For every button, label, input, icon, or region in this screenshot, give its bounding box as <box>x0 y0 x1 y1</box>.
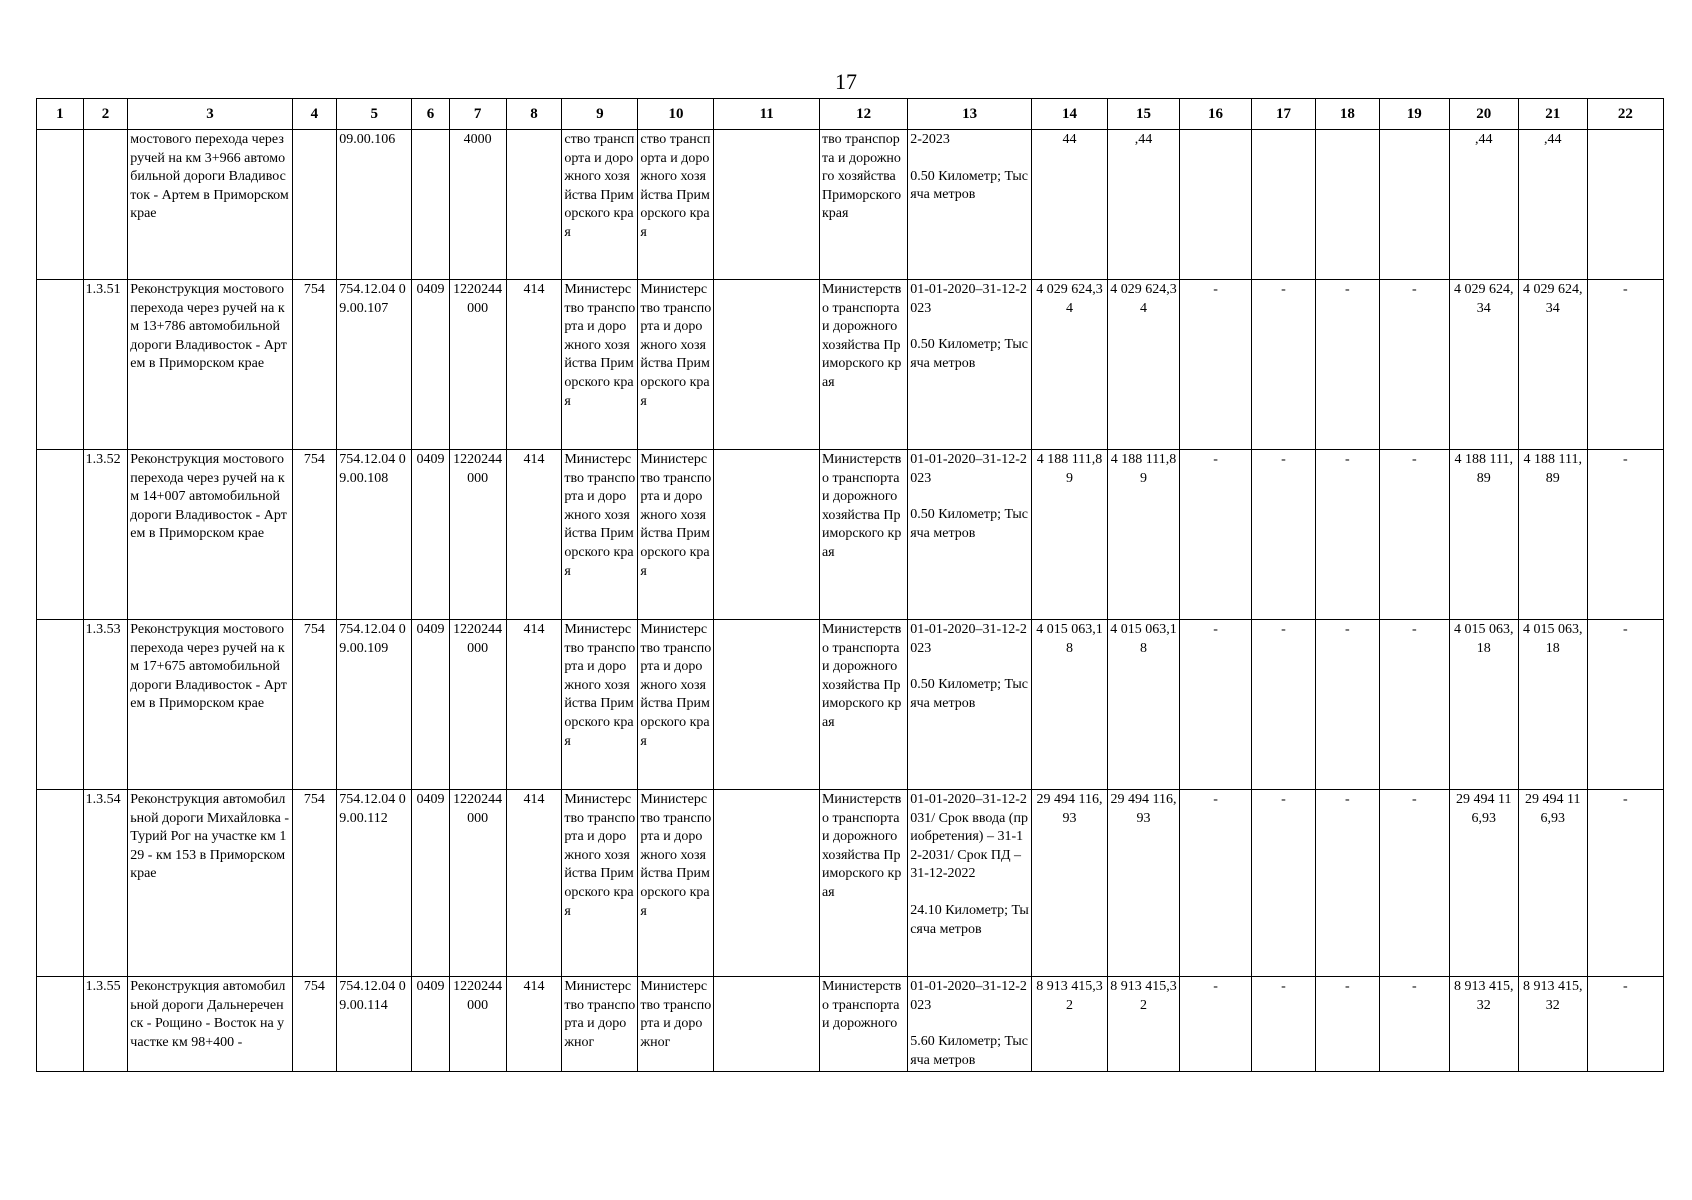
customer-org: Министерство транспорта и дорожног <box>562 977 638 1072</box>
cell-22: - <box>1587 620 1663 790</box>
period-and-capacity <box>908 977 1032 1072</box>
header-cell: 6 <box>412 99 450 130</box>
expense-type <box>506 130 562 280</box>
expense-type: 414 <box>506 977 562 1072</box>
developer-org: Министерство транспорта и дорожного хозяйства Приморского края <box>638 620 714 790</box>
cell-17: - <box>1252 620 1316 790</box>
cell-19 <box>1379 130 1449 280</box>
total-cost-2: ,44 <box>1108 130 1180 280</box>
amount-20: 8 913 415,32 <box>1449 977 1518 1072</box>
row-index-cell <box>37 130 84 280</box>
object-code: 754.12.04 09.00.107 <box>337 280 412 450</box>
amount-20: ,44 <box>1449 130 1518 280</box>
header-cell: 2 <box>83 99 128 130</box>
header-cell: 5 <box>337 99 412 130</box>
program-table <box>36 98 1664 1072</box>
amount-20: 29 494 116,93 <box>1449 790 1518 977</box>
cell-22: - <box>1587 280 1663 450</box>
header-cell: 1 <box>37 99 84 130</box>
object-name: Реконструкция автомобильной дороги Дальнереченск - Рощино - Восток на участке км 98+400 - <box>128 977 292 1072</box>
header-cell: 17 <box>1252 99 1316 130</box>
expense-type: 414 <box>506 450 562 620</box>
target-article: 1220244000 <box>449 977 506 1072</box>
cell-19: - <box>1379 620 1449 790</box>
expense-type: 414 <box>506 620 562 790</box>
cell-16: - <box>1180 977 1252 1072</box>
amount-21: 4 029 624,34 <box>1518 280 1587 450</box>
section-code: 0409 <box>412 280 450 450</box>
period: 01-01-2020–31-12-2031/ Срок ввода (приобретения) – 31-12-2031/ Срок ПД – 31-12-2022 <box>910 792 1028 882</box>
customer-org: ство транспорта и дорожного хозяйства Приморского края <box>562 130 638 280</box>
cell-18: - <box>1315 790 1379 977</box>
period: 01-01-2020–31-12-2023 <box>910 622 1027 656</box>
table-row <box>37 790 1664 977</box>
header-cell: 19 <box>1379 99 1449 130</box>
total-cost-2: 29 494 116,93 <box>1108 790 1180 977</box>
header-cell: 12 <box>819 99 907 130</box>
period: 2-2023 <box>910 132 950 147</box>
responsible-org: Министерство транспорта и дорожного хозяйства Приморского края <box>819 620 907 790</box>
total-cost: 4 188 111,89 <box>1031 450 1107 620</box>
cell-16: - <box>1180 450 1252 620</box>
object-name: мостового перехода через ручей на км 3+966 автомобильной дороги Владивосток - Артем в Приморском крае <box>128 130 292 280</box>
amount-20: 4 015 063,18 <box>1449 620 1518 790</box>
responsible-org: Министерство транспорта и дорожного <box>819 977 907 1072</box>
total-cost-2: 8 913 415,32 <box>1108 977 1180 1072</box>
cell-11 <box>714 450 819 620</box>
cell-17: - <box>1252 977 1316 1072</box>
object-name: Реконструкция мостового перехода через ручей на км 14+007 автомобильной дороги Владивосток - Артем в Приморском крае <box>128 450 292 620</box>
item-number: 1.3.52 <box>83 450 128 620</box>
object-code: 754.12.04 09.00.112 <box>337 790 412 977</box>
total-cost: 29 494 116,93 <box>1031 790 1107 977</box>
amount-20: 4 188 111,89 <box>1449 450 1518 620</box>
header-cell: 10 <box>638 99 714 130</box>
ministry-code: 754 <box>292 977 337 1072</box>
target-article: 4000 <box>449 130 506 280</box>
developer-org: Министерство транспорта и дорожного хозяйства Приморского края <box>638 450 714 620</box>
target-article: 1220244000 <box>449 280 506 450</box>
cell-18: - <box>1315 280 1379 450</box>
item-number: 1.3.51 <box>83 280 128 450</box>
cell-11 <box>714 130 819 280</box>
object-name: Реконструкция автомобильной дороги Михайловка - Турий Рог на участке км 129 - км 153 в Приморском крае <box>128 790 292 977</box>
header-row <box>37 99 1664 130</box>
object-name: Реконструкция мостового перехода через ручей на км 17+675 автомобильной дороги Владивосток - Артем в Приморском крае <box>128 620 292 790</box>
table-row <box>37 450 1664 620</box>
cell-17: - <box>1252 790 1316 977</box>
header-cell: 7 <box>449 99 506 130</box>
period-and-capacity <box>908 280 1032 450</box>
capacity: 0.50 Километр; Тысяча метров <box>910 337 1028 371</box>
responsible-org: Министерство транспорта и дорожного хозяйства Приморского края <box>819 790 907 977</box>
header-cell: 8 <box>506 99 562 130</box>
object-code: 09.00.106 <box>337 130 412 280</box>
header-cell: 13 <box>908 99 1032 130</box>
cell-19: - <box>1379 450 1449 620</box>
expense-type: 414 <box>506 790 562 977</box>
amount-21: 8 913 415,32 <box>1518 977 1587 1072</box>
header-cell: 4 <box>292 99 337 130</box>
capacity: 0.50 Километр; Тысяча метров <box>910 677 1028 711</box>
cell-19: - <box>1379 790 1449 977</box>
table-row <box>37 977 1664 1072</box>
header-cell: 14 <box>1031 99 1107 130</box>
customer-org: Министерство транспорта и дорожного хозяйства Приморского края <box>562 280 638 450</box>
page-number: 17 <box>835 69 857 94</box>
total-cost: 8 913 415,32 <box>1031 977 1107 1072</box>
period-and-capacity <box>908 450 1032 620</box>
target-article: 1220244000 <box>449 620 506 790</box>
cell-18: - <box>1315 977 1379 1072</box>
item-number: 1.3.54 <box>83 790 128 977</box>
total-cost: 4 015 063,18 <box>1031 620 1107 790</box>
table-row <box>37 130 1664 280</box>
responsible-org: Министерство транспорта и дорожного хозяйства Приморского края <box>819 280 907 450</box>
header-cell: 9 <box>562 99 638 130</box>
table-row <box>37 620 1664 790</box>
total-cost-2: 4 188 111,89 <box>1108 450 1180 620</box>
cell-18 <box>1315 130 1379 280</box>
cell-19: - <box>1379 280 1449 450</box>
row-index-cell <box>37 450 84 620</box>
object-code: 754.12.04 09.00.109 <box>337 620 412 790</box>
capacity: 0.50 Километр; Тысяча метров <box>910 507 1028 541</box>
total-cost-2: 4 029 624,34 <box>1108 280 1180 450</box>
capacity: 24.10 Километр; Тысяча метров <box>910 902 1029 937</box>
expense-type: 414 <box>506 280 562 450</box>
period: 01-01-2020–31-12-2023 <box>910 979 1027 1013</box>
amount-21: 29 494 116,93 <box>1518 790 1587 977</box>
cell-22: - <box>1587 977 1663 1072</box>
cell-19: - <box>1379 977 1449 1072</box>
developer-org: ство транспорта и дорожного хозяйства Приморского края <box>638 130 714 280</box>
section-code: 0409 <box>412 977 450 1072</box>
section-code: 0409 <box>412 450 450 620</box>
amount-20: 4 029 624,34 <box>1449 280 1518 450</box>
total-cost: 44 <box>1031 130 1107 280</box>
row-index-cell <box>37 620 84 790</box>
responsible-org: Министерство транспорта и дорожного хозяйства Приморского края <box>819 450 907 620</box>
object-name: Реконструкция мостового перехода через ручей на км 13+786 автомобильной дороги Владивосток - Артем в Приморском крае <box>128 280 292 450</box>
cell-16: - <box>1180 280 1252 450</box>
row-index-cell <box>37 790 84 977</box>
row-index-cell <box>37 977 84 1072</box>
responsible-org: тво транспорта и дорожного хозяйства Приморского края <box>819 130 907 280</box>
amount-21: 4 188 111,89 <box>1518 450 1587 620</box>
item-number: 1.3.53 <box>83 620 128 790</box>
section-code: 0409 <box>412 620 450 790</box>
cell-17: - <box>1252 450 1316 620</box>
amount-21: 4 015 063,18 <box>1518 620 1587 790</box>
cell-11 <box>714 280 819 450</box>
ministry-code <box>292 130 337 280</box>
header-cell: 18 <box>1315 99 1379 130</box>
cell-18: - <box>1315 620 1379 790</box>
period: 01-01-2020–31-12-2023 <box>910 282 1027 316</box>
header-cell: 15 <box>1108 99 1180 130</box>
amount-21: ,44 <box>1518 130 1587 280</box>
developer-org: Министерство транспорта и дорожног <box>638 977 714 1072</box>
target-article: 1220244000 <box>449 450 506 620</box>
customer-org: Министерство транспорта и дорожного хозяйства Приморского края <box>562 790 638 977</box>
period-and-capacity <box>908 790 1032 977</box>
cell-16: - <box>1180 790 1252 977</box>
object-code: 754.12.04 09.00.114 <box>337 977 412 1072</box>
developer-org: Министерство транспорта и дорожного хозяйства Приморского края <box>638 280 714 450</box>
cell-11 <box>714 790 819 977</box>
total-cost-2: 4 015 063,18 <box>1108 620 1180 790</box>
customer-org: Министерство транспорта и дорожного хозяйства Приморского края <box>562 620 638 790</box>
target-article: 1220244000 <box>449 790 506 977</box>
ministry-code: 754 <box>292 450 337 620</box>
developer-org: Министерство транспорта и дорожного хозяйства Приморского края <box>638 790 714 977</box>
section-code: 0409 <box>412 790 450 977</box>
header-cell: 16 <box>1180 99 1252 130</box>
item-number: 1.3.55 <box>83 977 128 1072</box>
cell-17 <box>1252 130 1316 280</box>
ministry-code: 754 <box>292 790 337 977</box>
table-row <box>37 280 1664 450</box>
header-cell: 21 <box>1518 99 1587 130</box>
cell-16: - <box>1180 620 1252 790</box>
capacity: 5.60 Километр; Тысяча метров <box>910 1034 1028 1068</box>
period: 01-01-2020–31-12-2023 <box>910 452 1027 486</box>
customer-org: Министерство транспорта и дорожного хозяйства Приморского края <box>562 450 638 620</box>
header-cell: 22 <box>1587 99 1663 130</box>
ministry-code: 754 <box>292 280 337 450</box>
section-code <box>412 130 450 280</box>
row-index-cell <box>37 280 84 450</box>
object-code: 754.12.04 09.00.108 <box>337 450 412 620</box>
cell-16 <box>1180 130 1252 280</box>
total-cost: 4 029 624,34 <box>1031 280 1107 450</box>
cell-22 <box>1587 130 1663 280</box>
period-and-capacity <box>908 130 1032 280</box>
cell-22: - <box>1587 790 1663 977</box>
header-cell: 3 <box>128 99 292 130</box>
header-cell: 20 <box>1449 99 1518 130</box>
capacity: 0.50 Километр; Тысяча метров <box>910 168 1028 203</box>
cell-11 <box>714 977 819 1072</box>
cell-22: - <box>1587 450 1663 620</box>
header-cell: 11 <box>714 99 819 130</box>
item-number <box>83 130 128 280</box>
ministry-code: 754 <box>292 620 337 790</box>
cell-11 <box>714 620 819 790</box>
cell-17: - <box>1252 280 1316 450</box>
period-and-capacity <box>908 620 1032 790</box>
cell-18: - <box>1315 450 1379 620</box>
